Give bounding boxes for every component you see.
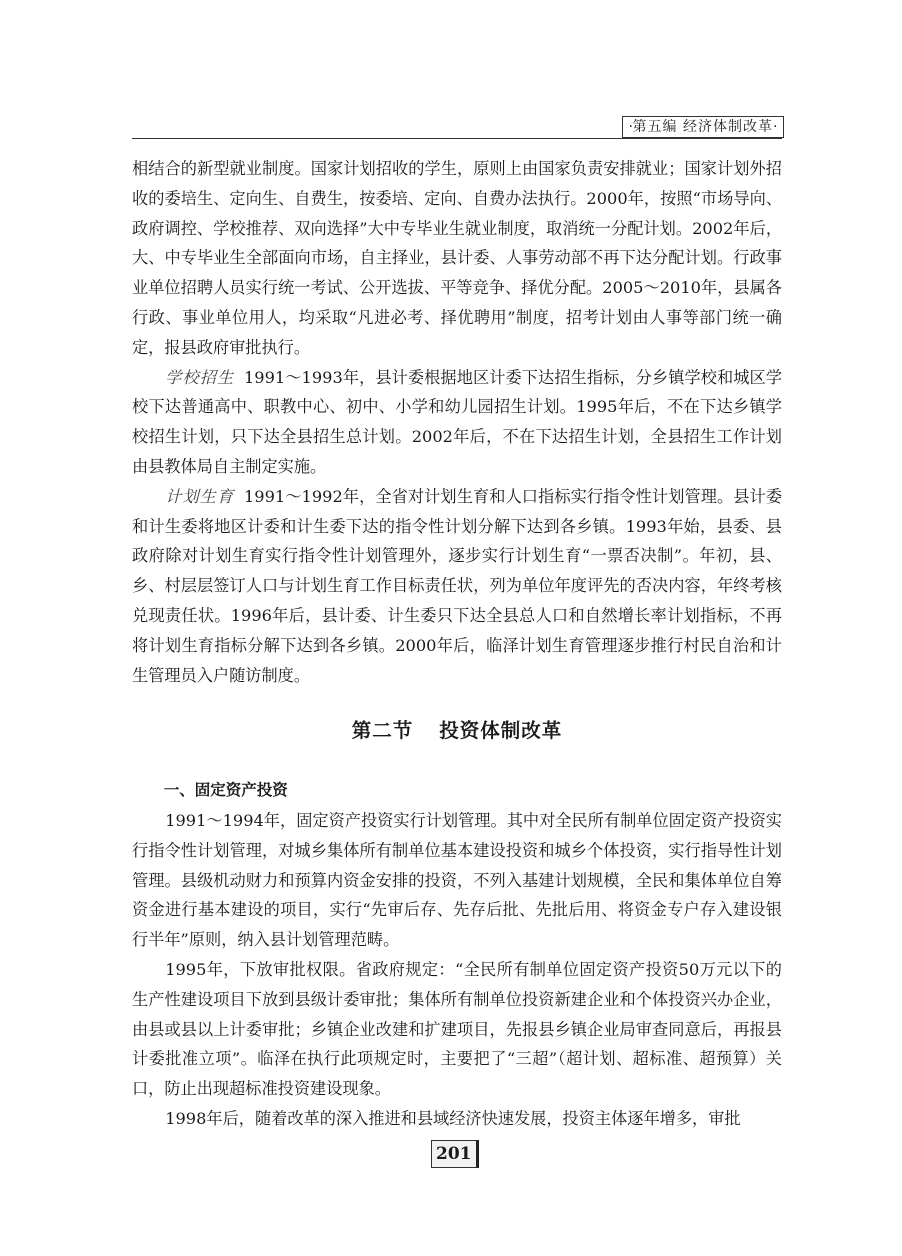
paragraph-family-planning (132, 482, 782, 691)
run-in-heading-school-enrollment: 学校招生 (165, 367, 235, 387)
paragraph-investment-1991: 1991～1994年，固定资产投资实行计划管理。其中对全民所有制单位固定资产投资实行指令性计划管理，对城乡集体所有制单位基本建设投资和城乡个体投资，实行指导性计划管理。县级机动财力和预算内资金安排的投资，不列入基建计划规模，全民和集体单位自筹资金进行基本建设的项目，实行“先审后存、先存后批、先批后用、将资金专户存入建设银行半年”原则，纳入县计划管理范畴。 (132, 810, 782, 950)
paragraph-investment-1995: 1995年，下放审批权限。省政府规定：“全民所有制单位固定资产投资50万元以下的生产性建设项目下放到县级计委审批；集体所有制单位投资新建企业和个体投资兴办企业，由县或县以上计委审批；乡镇企业改建和扩建项目，先报县乡镇企业局审查同意后，再报县计委批准立项”。临泽在执行此项规定时，主要把了“三超”（超计划、超标准、超预算）关口，防止出现超标准投资建设现象。 (132, 959, 782, 1099)
run-in-heading-family-planning: 计划生育 (165, 486, 235, 506)
header-rule (132, 138, 782, 139)
section-title (132, 716, 782, 746)
family-planning-text: 1991～1992年，全省对计划生育和人口指标实行指令性计划管理。县计委和计生委将地区计委和计生委下达的指令性计划分解下达到各乡镇。1993年始，县委、县政府除对计划生育实行指令性计划管理外，逐步实行计划生育“一票否决制”。年初，县、乡、村层层签订人口与计划生育工作目标责任状，列为单位年度评先的否决内容，年终考核兑现责任状。1996年后，县计委、计生委只下达全县总人口和自然增长率计划指标，不再将计划生育指标分解下达到各乡镇。2000年后，临泽计划生育管理逐步推行村民自治和计生管理员入户随访制度。 (132, 486, 783, 685)
section-title-text: 投资体制改革 (439, 719, 563, 743)
paragraph-school-enrollment (132, 363, 782, 482)
paragraph-employment: 相结合的新型就业制度。国家计划招收的学生，原则上由国家负责安排就业；国家计划外招收的委培生、定向生、自费生，按委培、定向、自费办法执行。2000年，按照“市场导向、政府调控、学校推荐、双向选择”大中专毕业生就业制度，取消统一分配计划。2002年后，大、中专毕业生全部面向市场，自主择业，县计委、人事劳动部不再下达分配计划。行政事业单位招聘人员实行统一考试、公开选拔、平等竞争、择优分配。2005～2010年，县属各行政、事业单位用人，均采取“凡进必考、择优聘用”制度，招考计划由人事等部门统一确定，报县政府审批执行。 (132, 159, 782, 357)
running-header-title: 第五编 经济体制改革 (632, 119, 773, 135)
paragraph-investment-1998: 1998年后，随着改革的深入推进和县域经济快速发展，投资主体逐年增多，审批 (165, 1108, 741, 1128)
page-body (132, 154, 782, 1134)
running-header (622, 116, 784, 138)
header-dot-right: · (773, 119, 779, 135)
section-label: 第二节 (351, 719, 414, 743)
school-enrollment-text: 1991～1993年，县计委根据地区计委下达招生指标，分乡镇学校和城区学校下达普通高中、职教中心、初中、小学和幼儿园招生计划。1995年后，不在下达乡镇学校招生计划，只下达全县招生总计划。2002年后，不在下达招生计划，全县招生工作计划由县教体局自主制定实施。 (132, 367, 783, 476)
header-dot-left: · (628, 119, 634, 135)
subsection-heading: 一、固定资产投资 (163, 781, 288, 800)
page-number: 201 (431, 1140, 479, 1168)
